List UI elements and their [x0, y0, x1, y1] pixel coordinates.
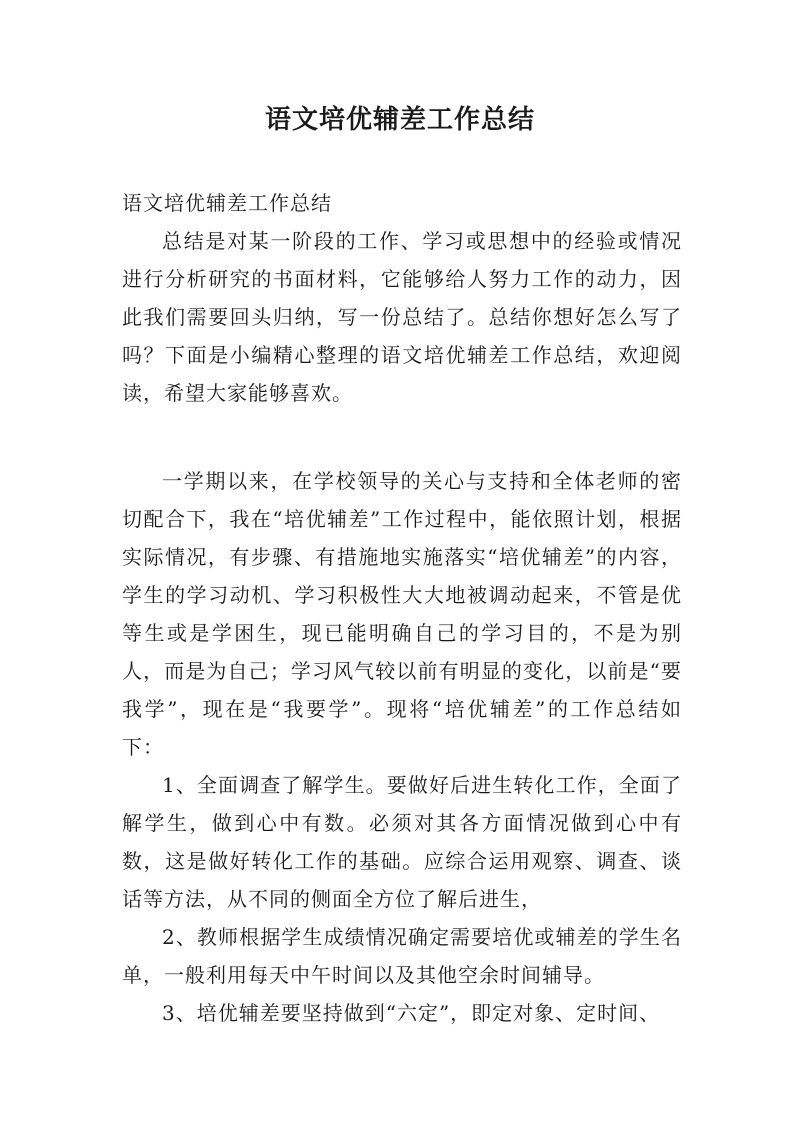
- document-title: 语文培优辅差工作总结: [264, 105, 535, 135]
- intro-paragraph: 总结是对某一阶段的工作、学习或思想中的经验或情况进行分析研究的书面材料，它能够给人努力工作的动力，因此我们需要回头归纳，写一份总结了。总结你想好怎么写了吗？下面是小编精心整理的语文培优辅差工作总结，欢迎阅读，希望大家能够喜欢。: [122, 229, 682, 405]
- paragraph-spacer: [122, 450, 682, 462]
- document-subtitle: 语文培优辅差工作总结: [122, 191, 332, 215]
- paragraph-spacer: [122, 412, 682, 450]
- main-paragraph: 一学期以来，在学校领导的关心与支持和全体老师的密切配合下，我在“培优辅差”工作过程中，能依照计划，根据实际情况，有步骤、有措施地实施落实“培优辅差”的内容，学生的学习动机、学习积极性大大地被调动起来，不管是优等生或是学困生，现已能明确自己的学习目的，不是为别人，而是为自己；学习风气较以前有明显的变化，以前是“要我学”，现在是“我要学”。现将“培优辅差”的工作总结如下：: [122, 469, 682, 759]
- list-item-3: 3、培优辅差要坚持做到“六定”，即定对象、定时间、: [162, 1001, 661, 1025]
- list-item-2: 2、教师根据学生成绩情况确定需要培优或辅差的学生名单，一般利用每天中午时间以及其他空余时间辅导。: [122, 925, 682, 987]
- list-item-1: 1、全面调查了解学生。要做好后进生转化工作，全面了解学生，做到心中有数。必须对其各方面情况做到心中有数，这是做好转化工作的基础。应综合运用观察、调查、谈话等方法，从不同的侧面全方位了解后进生，: [122, 773, 682, 911]
- document-body: [122, 184, 682, 1032]
